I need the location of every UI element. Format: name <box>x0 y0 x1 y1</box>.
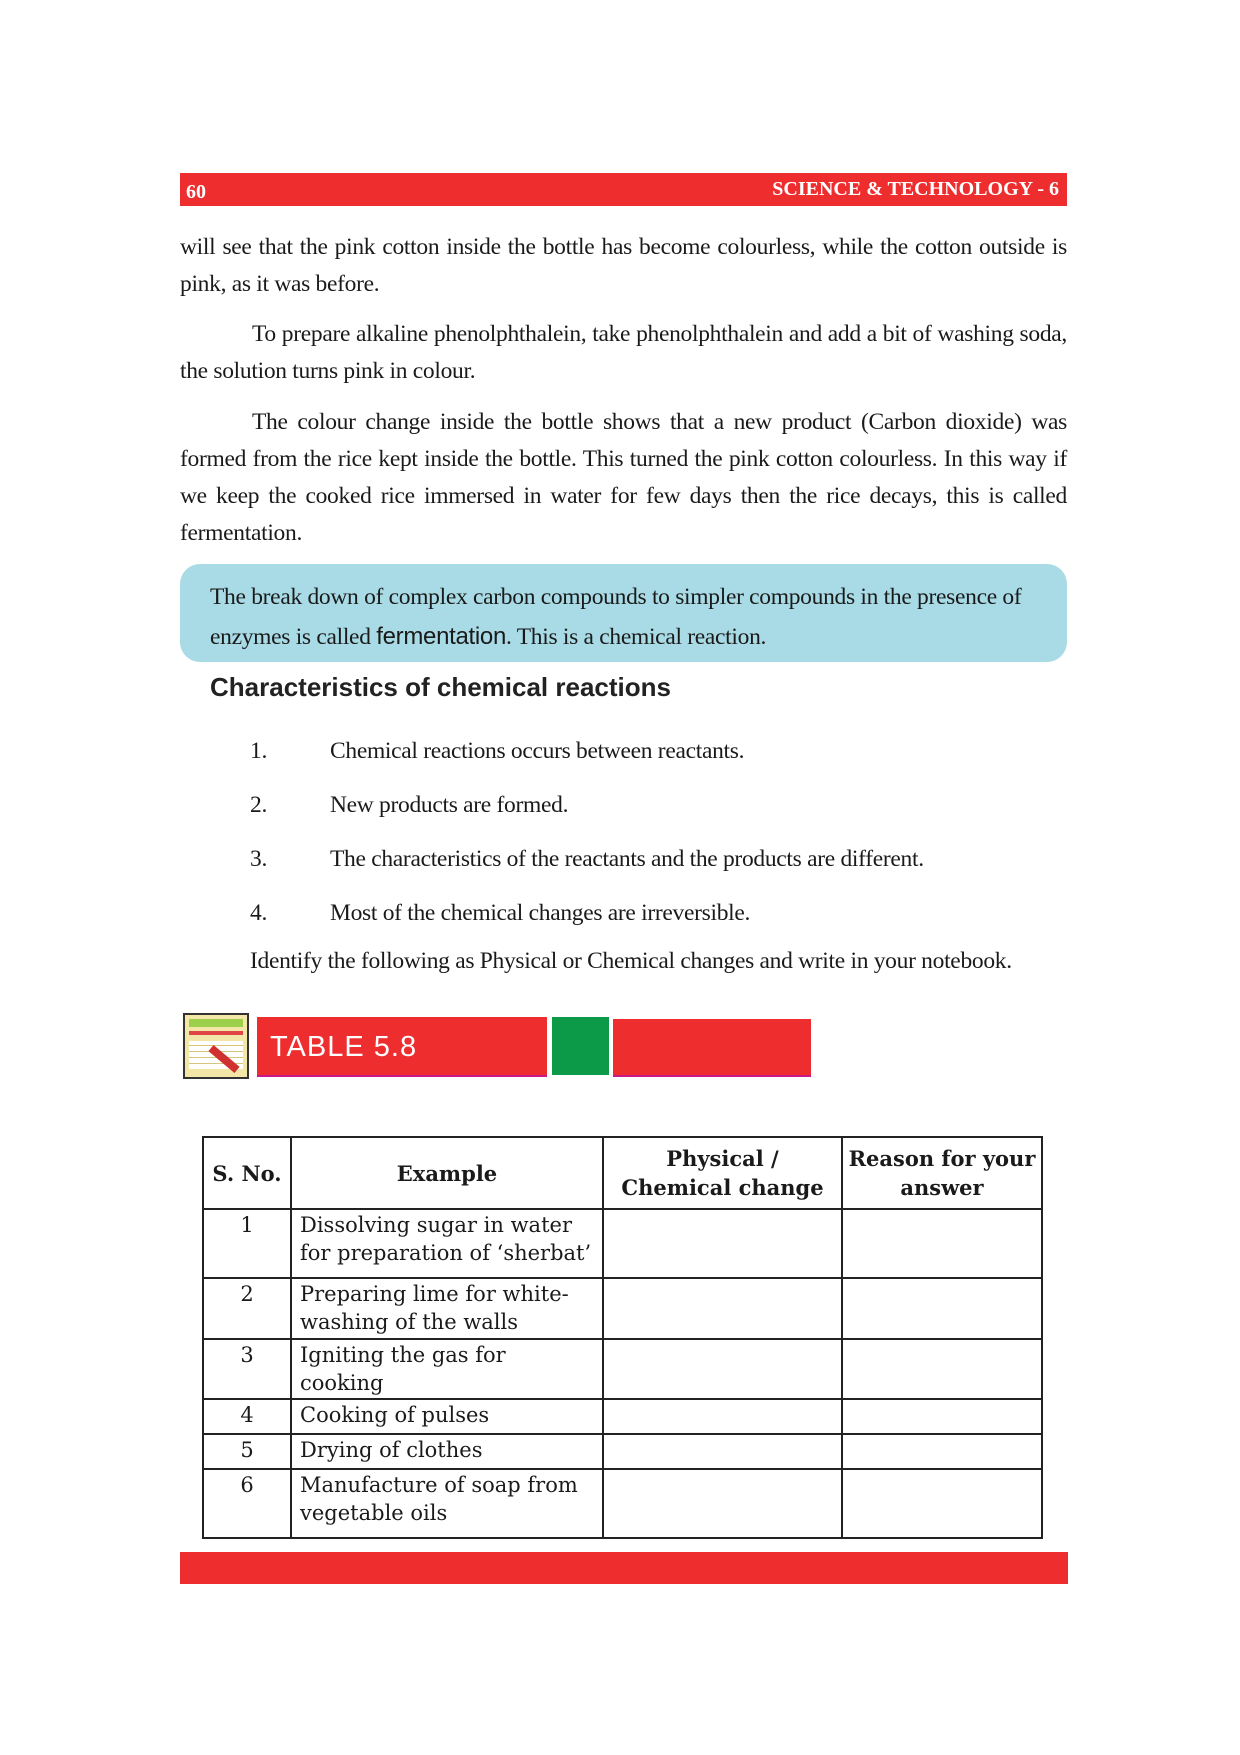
cell-reason <box>842 1209 1042 1278</box>
table-row <box>203 1434 1042 1469</box>
list-item-number: 1. <box>250 738 268 764</box>
cell-type <box>603 1469 842 1538</box>
cell-reason <box>842 1399 1042 1434</box>
list-item-number: 3. <box>250 846 268 872</box>
cell-reason <box>842 1434 1042 1469</box>
paragraph-1: will see that the pink cotton inside the bottle has become colourless, while the cotton outside is pink, as it was before. <box>180 234 1067 297</box>
paragraph-2: To prepare alkaline phenolphthalein, take phenolphthalein and add a bit of washing soda, the solution turns pink in colour. <box>180 321 1067 384</box>
table-row <box>203 1469 1042 1538</box>
list-item-number: 4. <box>250 900 268 926</box>
cell-sno: 5 <box>203 1434 291 1469</box>
table-row <box>203 1278 1042 1339</box>
table-banner-green <box>552 1017 609 1075</box>
cell-sno: 1 <box>203 1209 291 1278</box>
cell-type <box>603 1434 842 1469</box>
table-banner-red-right <box>613 1019 811 1077</box>
cell-example: Dissolving sugar in water for preparation of ‘sherbat’ <box>291 1209 603 1278</box>
page-number: 60 <box>186 181 206 203</box>
book-title: SCIENCE & TECHNOLOGY - 6 <box>772 178 1059 200</box>
table-row <box>203 1399 1042 1434</box>
list-item-text: Most of the chemical changes are irreversible. <box>330 900 751 926</box>
cell-type <box>603 1399 842 1434</box>
column-header-example: Example <box>291 1137 603 1209</box>
cell-example: Preparing lime for white-washing of the walls <box>291 1278 603 1339</box>
list-item-text: The characteristics of the reactants and the products are different. <box>330 846 924 872</box>
cell-sno: 3 <box>203 1339 291 1399</box>
cell-example: Cooking of pulses <box>291 1399 603 1434</box>
cell-reason <box>842 1278 1042 1339</box>
instruction-text: Identify the following as Physical or Chemical changes and write in your notebook. <box>250 948 1012 974</box>
cell-sno: 4 <box>203 1399 291 1434</box>
definition-callout <box>180 564 1067 662</box>
section-heading: Characteristics of chemical reactions <box>210 672 671 702</box>
cell-type <box>603 1278 842 1339</box>
paragraph-3: The colour change inside the bottle shows that a new product (Carbon dioxide) was formed from the rice kept inside the bottle. This turned the pink cotton colourless. In this way if we keep the cooked rice immersed in water for few days then the rice decays, this is called fermentation. <box>180 409 1067 546</box>
cell-sno: 2 <box>203 1278 291 1339</box>
cell-reason <box>842 1469 1042 1538</box>
table-header-row <box>203 1137 1042 1209</box>
cell-type <box>603 1209 842 1278</box>
list-item-text: Chemical reactions occurs between reactants. <box>330 738 745 764</box>
cell-example: Manufacture of soap from vegetable oils <box>291 1469 603 1538</box>
cell-reason <box>842 1339 1042 1399</box>
cell-example: Drying of clothes <box>291 1434 603 1469</box>
list-item-number: 2. <box>250 792 268 818</box>
table-icon <box>183 1013 249 1079</box>
table-row <box>203 1209 1042 1278</box>
cell-example: Igniting the gas for cooking <box>291 1339 603 1399</box>
cell-type <box>603 1339 842 1399</box>
column-header-reason: Reason for your answer <box>842 1137 1042 1209</box>
callout-text-after: . This is a chemical reaction. <box>506 624 767 650</box>
cell-sno: 6 <box>203 1469 291 1538</box>
table-row <box>203 1339 1042 1399</box>
page-footer-bar <box>180 1552 1068 1584</box>
callout-keyword: fermentation <box>376 623 507 650</box>
callout-text-before: The break down of complex carbon compounds to simpler compounds in the presence of enzymes is called <box>210 584 1022 650</box>
page-header-bar <box>180 173 1067 206</box>
column-header-sno: S. No. <box>203 1137 291 1209</box>
column-header-type: Physical / Chemical change <box>603 1137 842 1209</box>
table-banner-label: TABLE 5.8 <box>270 1031 418 1063</box>
changes-table <box>202 1136 1043 1539</box>
list-item-text: New products are formed. <box>330 792 569 818</box>
